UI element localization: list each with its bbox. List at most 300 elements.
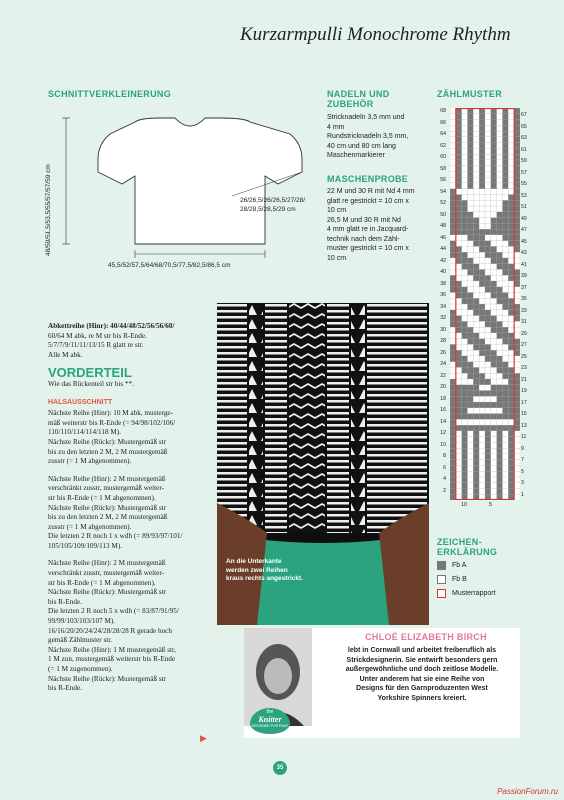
chart-cell: [479, 442, 485, 448]
chart-cell: [468, 316, 474, 322]
chart-row-label: 31: [521, 319, 527, 325]
chart-cell: [485, 177, 491, 183]
chart-cell: [450, 454, 456, 460]
chart-cell: [508, 367, 514, 373]
chart-cell: [456, 350, 462, 356]
zaehlmuster-heading: ZÄHLMUSTER: [437, 89, 502, 99]
chart-cell: [450, 275, 456, 281]
chart-cell: [485, 408, 491, 414]
chart-cell: [485, 327, 491, 333]
chart-cell: [473, 143, 479, 149]
chart-cell: [450, 488, 456, 494]
chart-cell: [450, 419, 456, 425]
chart-cell: [491, 373, 497, 379]
chart-cell: [468, 367, 474, 373]
chart-cell: [491, 189, 497, 195]
chart-cell: [508, 218, 514, 224]
vorderteil-heading: VORDERTEIL: [48, 365, 132, 381]
chart-cell: [485, 385, 491, 391]
chart-cell: [456, 437, 462, 443]
chart-cell: [485, 483, 491, 489]
chart-cell: [473, 373, 479, 379]
chart-cell: [508, 264, 514, 270]
chart-row-label: 25: [521, 353, 527, 360]
chart-cell: [479, 408, 485, 414]
chart-cell: [503, 143, 509, 149]
chart-cell: [468, 414, 474, 420]
chart-cell: [456, 488, 462, 494]
chart-cell: [462, 477, 468, 483]
chart-row-label: 29: [521, 330, 527, 337]
chart-cell: [485, 396, 491, 402]
chart-cell: [473, 235, 479, 241]
chart-cell: [508, 125, 514, 131]
chart-cell: [468, 362, 474, 368]
chart-cell: [462, 160, 468, 166]
chart-cell: [468, 177, 474, 183]
chart-cell: [514, 264, 520, 270]
chart-cell: [485, 246, 491, 252]
chart-cell: [508, 414, 514, 420]
chart-cell: [473, 241, 479, 247]
chart-cell: [450, 114, 456, 120]
chart-cell: [468, 194, 474, 200]
chart-cell: [514, 373, 520, 379]
chart-cell: [456, 287, 462, 293]
chart-cell: [514, 292, 520, 298]
chart-cell: [456, 460, 462, 466]
chart-cell: [468, 402, 474, 408]
chart-cell: [485, 114, 491, 120]
chart-cell: [473, 488, 479, 494]
chart-cell: [456, 246, 462, 252]
chart-cell: [462, 465, 468, 471]
chart-cell: [508, 379, 514, 385]
chart-cell: [508, 483, 514, 489]
chart-cell: [503, 137, 509, 143]
chart-cell: [485, 442, 491, 448]
chart-cell: [497, 477, 503, 483]
chart-cell: [473, 206, 479, 212]
chart-cell: [497, 235, 503, 241]
watermark: PassionForum.ru: [497, 787, 558, 796]
chart-cell: [503, 114, 509, 120]
chart-cell: [508, 223, 514, 229]
chart-row-label: 24: [440, 361, 446, 367]
chart-cell: [491, 206, 497, 212]
sleeve-label-1: 26/26,5/26/26,5/27/28/: [240, 197, 306, 204]
chart-row-label: 55: [521, 181, 527, 187]
chart-cell: [450, 166, 456, 172]
chart-cell: [473, 327, 479, 333]
chart-cell: [491, 235, 497, 241]
chart-cell: [479, 454, 485, 460]
chart-cell: [468, 229, 474, 235]
chart-cell: [497, 385, 503, 391]
chart-cell: [485, 264, 491, 270]
chart-cell: [450, 206, 456, 212]
chart-cell: [491, 160, 497, 166]
chart-cell: [479, 200, 485, 206]
chart-cell: [479, 298, 485, 304]
chart-cell: [514, 143, 520, 149]
chart-cell: [468, 143, 474, 149]
chart-cell: [456, 252, 462, 258]
chart-cell: [450, 252, 456, 258]
chart-cell: [456, 160, 462, 166]
chart-cell: [497, 454, 503, 460]
chart-cell: [491, 218, 497, 224]
chart-cell: [456, 189, 462, 195]
chart-cell: [450, 108, 456, 114]
chart-cell: [473, 171, 479, 177]
chart-cell: [491, 454, 497, 460]
chart-cell: [503, 396, 509, 402]
chart-row-label: 17: [521, 399, 527, 406]
chart-cell: [468, 235, 474, 241]
chart-cell: [473, 269, 479, 275]
abkett-line: Abkettreihe (Hinr): 40/44/48/52/56/56/60/: [48, 322, 175, 330]
chart-cell: [456, 477, 462, 483]
chart-cell: [497, 316, 503, 322]
chart-cell: [462, 396, 468, 402]
chart-cell: [468, 437, 474, 443]
chart-cell: [497, 465, 503, 471]
chart-row-label: 62: [440, 142, 446, 149]
chart-cell: [491, 321, 497, 327]
chart-cell: [503, 310, 509, 316]
chart-cell: [473, 292, 479, 298]
chart-row-label: 40: [440, 269, 446, 275]
nadeln-heading: NADELN UND ZUBEHÖR: [327, 89, 390, 109]
chart-cell: [462, 471, 468, 477]
chart-row-label: 51: [521, 204, 527, 210]
chart-cell: [468, 327, 474, 333]
chart-cell: [462, 258, 468, 264]
chart-cell: [497, 241, 503, 247]
chart-cell: [514, 304, 520, 310]
chart-cell: [468, 379, 474, 385]
chart-cell: [450, 373, 456, 379]
chart-cell: [456, 356, 462, 362]
chart-cell: [491, 183, 497, 189]
chart-cell: [450, 414, 456, 420]
chart-cell: [479, 166, 485, 172]
chart-cell: [497, 287, 503, 293]
chart-cell: [462, 350, 468, 356]
chart-cell: [503, 442, 509, 448]
chart-cell: [508, 281, 514, 287]
chart-cell: [503, 200, 509, 206]
chart-cell: [473, 385, 479, 391]
chart-cell: [508, 120, 514, 126]
chart-cell: [462, 321, 468, 327]
chart-cell: [514, 367, 520, 373]
chart-cell: [456, 194, 462, 200]
chart-cell: [497, 264, 503, 270]
chart-cell: [462, 448, 468, 454]
chart-cell: [462, 218, 468, 224]
chart-cell: [491, 264, 497, 270]
chart-row-label: 44: [440, 246, 446, 252]
chart-cell: [456, 166, 462, 172]
chart-cell: [508, 396, 514, 402]
chart-cell: [479, 390, 485, 396]
chart-cell: [514, 321, 520, 327]
chart-cell: [514, 396, 520, 402]
chart-cell: [491, 356, 497, 362]
chart-cell: [468, 396, 474, 402]
chart-cell: [491, 125, 497, 131]
chart-cell: [503, 321, 509, 327]
chart-cell: [473, 131, 479, 137]
chart-cell: [491, 448, 497, 454]
chart-cell: [503, 385, 509, 391]
chart-cell: [497, 333, 503, 339]
chart-cell: [497, 488, 503, 494]
chart-cell: [456, 223, 462, 229]
chart-cell: [479, 396, 485, 402]
chart-cell: [456, 269, 462, 275]
chart-cell: [468, 171, 474, 177]
chart-cell: [479, 218, 485, 224]
chart-cell: [514, 137, 520, 143]
chart-cell: [503, 437, 509, 443]
chart-row-label: 33: [521, 307, 527, 314]
chart-cell: [479, 235, 485, 241]
chart-cell: [473, 287, 479, 293]
chart-cell: [485, 390, 491, 396]
chart-cell: [508, 333, 514, 339]
chart-cell: [508, 287, 514, 293]
chart-cell: [450, 304, 456, 310]
chart-cell: [508, 373, 514, 379]
chart-cell: [479, 425, 485, 431]
chart-cell: [462, 339, 468, 345]
chart-cell: [497, 131, 503, 137]
chart-cell: [468, 471, 474, 477]
chart-cell: [485, 154, 491, 160]
chart-cell: [508, 292, 514, 298]
chart-cell: [479, 258, 485, 264]
chart-cell: [497, 194, 503, 200]
chart-cell: [491, 143, 497, 149]
chart-cell: [473, 350, 479, 356]
chart-cell: [456, 154, 462, 160]
chart-cell: [456, 408, 462, 414]
chart-cell: [485, 367, 491, 373]
chart-cell: [497, 310, 503, 316]
chart-cell: [485, 131, 491, 137]
chart-cell: [468, 212, 474, 218]
chart-cell: [485, 281, 491, 287]
chart-cell: [497, 223, 503, 229]
chart-cell: [479, 120, 485, 126]
chart-cell: [456, 483, 462, 489]
chart-cell: [485, 125, 491, 131]
chart-cell: [497, 281, 503, 287]
chart-cell: [450, 431, 456, 437]
chart-cell: [491, 171, 497, 177]
chart-cell: [514, 194, 520, 200]
chart-cell: [514, 275, 520, 281]
chart-cell: [468, 419, 474, 425]
chart-cell: [508, 408, 514, 414]
chart-cell: [473, 465, 479, 471]
chart-cell: [514, 125, 520, 131]
chart-cell: [503, 166, 509, 172]
chart-cell: [485, 465, 491, 471]
chart-cell: [462, 223, 468, 229]
chart-cell: [462, 275, 468, 281]
chart-cell: [503, 298, 509, 304]
chart-cell: [485, 120, 491, 126]
chart-cell: [491, 339, 497, 345]
chart-cell: [479, 339, 485, 345]
chart-cell: [468, 442, 474, 448]
chart-cell: [503, 356, 509, 362]
chart-cell: [468, 431, 474, 437]
chart-cell: [514, 287, 520, 293]
chart-cell: [485, 321, 491, 327]
knitting-chart: [450, 108, 520, 500]
chart-cell: [462, 488, 468, 494]
chart-cell: [514, 108, 520, 114]
chart-cell: [514, 154, 520, 160]
chart-cell: [462, 189, 468, 195]
chart-cell: [514, 189, 520, 195]
chart-cell: [503, 120, 509, 126]
chart-cell: [514, 269, 520, 275]
chart-cell: [473, 471, 479, 477]
chart-cell: [450, 344, 456, 350]
chart-cell: [473, 275, 479, 281]
chart-cell: [503, 448, 509, 454]
chart-cell: [508, 327, 514, 333]
chart-cell: [514, 333, 520, 339]
chart-cell: [508, 442, 514, 448]
chart-cell: [468, 189, 474, 195]
chart-row-label: 15: [521, 411, 527, 417]
chart-row-label: 13: [521, 422, 527, 429]
chart-cell: [473, 258, 479, 264]
chart-cell: [456, 258, 462, 264]
chart-cell: [456, 206, 462, 212]
chart-cell: [473, 310, 479, 316]
chart-cell: [462, 379, 468, 385]
chart-cell: [485, 454, 491, 460]
chart-cell: [503, 223, 509, 229]
chart-cell: [497, 171, 503, 177]
chart-cell: [450, 143, 456, 149]
chart-row-label: 58: [440, 165, 446, 172]
chart-cell: [497, 379, 503, 385]
chart-cell: [450, 264, 456, 270]
chart-cell: [503, 241, 509, 247]
chart-cell: [462, 125, 468, 131]
chart-cell: [456, 114, 462, 120]
chart-cell: [514, 327, 520, 333]
chart-cell: [479, 194, 485, 200]
chart-cell: [508, 419, 514, 425]
chart-cell: [456, 183, 462, 189]
chart-cell: [456, 321, 462, 327]
chart-cell: [514, 385, 520, 391]
page-number: 35: [273, 761, 287, 775]
chart-row-label: 54: [440, 188, 446, 195]
chart-row-label: 8: [443, 453, 446, 459]
chart-cell: [485, 448, 491, 454]
chart-cell: [479, 316, 485, 322]
chart-cell: [473, 483, 479, 489]
chart-cell: [485, 471, 491, 477]
chart-row-label: 21: [521, 376, 527, 383]
chart-cell: [485, 414, 491, 420]
chart-cell: [491, 465, 497, 471]
chart-cell: [462, 131, 468, 137]
chart-cell: [479, 177, 485, 183]
chart-cell: [485, 310, 491, 316]
chart-cell: [508, 177, 514, 183]
chart-row-label: 47: [521, 227, 527, 233]
chart-row-label: 12: [440, 430, 446, 436]
chart-cell: [468, 183, 474, 189]
chart-cell: [468, 287, 474, 293]
chart-cell: [479, 287, 485, 293]
chart-row-label: 30: [440, 326, 446, 333]
chart-cell: [497, 292, 503, 298]
sleeve-label-2: 28/28,5/28,5/29 cm: [240, 206, 296, 213]
chart-cell: [462, 246, 468, 252]
chart-cell: [514, 350, 520, 356]
chart-cell: [450, 396, 456, 402]
chart-cell: [497, 246, 503, 252]
chart-cell: [503, 206, 509, 212]
chart-cell: [462, 356, 468, 362]
continue-arrow-icon: ▶: [200, 733, 207, 743]
chart-cell: [485, 269, 491, 275]
chart-row-label: 4: [443, 476, 446, 482]
chart-cell: [473, 298, 479, 304]
chart-cell: [485, 431, 491, 437]
chart-cell: [514, 419, 520, 425]
chart-cell: [508, 454, 514, 460]
chart-cell: [491, 425, 497, 431]
chart-cell: [514, 298, 520, 304]
chart-cell: [503, 183, 509, 189]
chart-cell: [491, 275, 497, 281]
chart-cell: [491, 252, 497, 258]
chart-cell: [508, 160, 514, 166]
chart-cell: [491, 212, 497, 218]
chart-cell: [479, 154, 485, 160]
chart-cell: [508, 356, 514, 362]
chart-row-label: 26: [440, 349, 446, 356]
chart-cell: [503, 390, 509, 396]
chart-cell: [479, 414, 485, 420]
chart-cell: [479, 189, 485, 195]
chart-cell: [462, 310, 468, 316]
chart-cell: [468, 298, 474, 304]
chart-cell: [514, 442, 520, 448]
chart-row-label: 65: [521, 123, 527, 130]
chart-cell: [473, 125, 479, 131]
chart-cell: [485, 171, 491, 177]
chart-cell: [462, 362, 468, 368]
chart-cell: [508, 212, 514, 218]
chart-cell: [497, 448, 503, 454]
chart-row-label: 61: [521, 146, 527, 153]
